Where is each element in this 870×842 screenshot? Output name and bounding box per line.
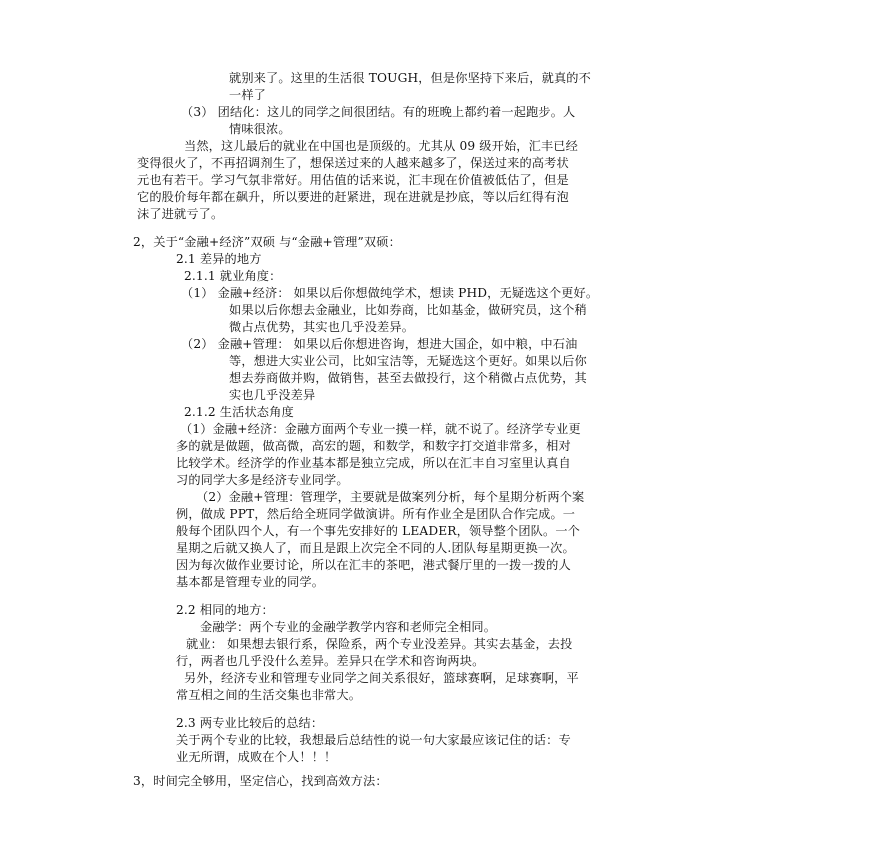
text-line: 等，想进大实业公司，比如宝洁等，无疑选这个更好。如果以后你 (229, 354, 587, 368)
text-line: 般每个团队四个人，有一个事先安排好的 LEADER，领导整个团队。一个 (176, 524, 581, 538)
text-line: 比较学术。经济学的作业基本都是独立完成，所以在汇丰自习室里认真自 (176, 456, 571, 470)
text-line: 常互相之间的生活交集也非常大。 (176, 688, 362, 702)
text-line: 变得很火了，不再招调剂生了，想保送过来的人越来越多了，保送过来的高考状 (137, 156, 569, 170)
text-line: 例，做成 PPT，然后给全班同学做演讲。所有作业全是团队合作完成。一 (176, 507, 576, 521)
text-line: 金融学：两个专业的金融学教学内容和老师完全相同。 (200, 620, 497, 634)
text-line: 沫了进就亏了。 (137, 207, 224, 221)
text-line: 如果以后你想去金融业，比如券商，比如基金，做研究员，这个稍 (229, 303, 587, 317)
subsection-heading: 2.3 两专业比较后的总结： (176, 716, 324, 730)
text-line: 关于两个专业的比较，我想最后总结性的说一句大家最应该记住的话：专 (176, 733, 571, 747)
text-line: （1）金融+经济：金融方面两个专业一摸一样，就不说了。经济学专业更 (180, 422, 581, 436)
subsection-heading: 2.1.2 生活状态角度 (184, 405, 294, 419)
text-line: 一样了 (229, 88, 267, 102)
text-line: 想去券商做并购，做销售，甚至去做投行，这个稍微占点优势，其 (229, 371, 587, 385)
text-line: （1） 金融+经济： 如果以后你想做纯学术，想读 PHD，无疑选这个更好。 (181, 286, 599, 300)
text-line: 多的就是做题，做高微，高宏的题，和数学，和数字打交道非常多，相对 (176, 439, 571, 453)
text-line: 因为每次做作业要讨论，所以在汇丰的茶吧，港式餐厅里的一拨一拨的人 (176, 558, 571, 572)
text-line: 就别来了。这里的生活很 TOUGH，但是你坚持下来后，就真的不 (229, 71, 591, 85)
text-line: 就业： 如果想去银行系，保险系，两个专业没差异。其实去基金，去投 (186, 637, 573, 651)
text-line: （2） 金融+管理： 如果以后你想进咨询，想进大国企，如中粮，中石油 (181, 337, 578, 351)
text-line: 星期之后就又换人了，而且是跟上次完全不同的人.团队每星期更换一次。 (176, 541, 575, 555)
text-line: 当然，这儿最后的就业在中国也是顶级的。尤其从 09 级开始，汇丰已经 (184, 139, 578, 153)
text-line: 微占点优势，其实也几乎没差异。 (229, 320, 415, 334)
subsection-heading: 2.2 相同的地方： (176, 603, 274, 617)
text-line: 基本都是管理专业的同学。 (176, 575, 325, 589)
section-heading: 3，时间完全够用，坚定信心，找到高效方法： (133, 774, 388, 788)
subsection-heading: 2.1 差异的地方 (176, 252, 262, 266)
text-line: 实也几乎没差异 (229, 388, 316, 402)
text-line: 另外，经济专业和管理专业同学之间关系很好，篮球赛啊，足球赛啊，平 (184, 671, 579, 685)
text-line: 情味很浓。 (229, 122, 291, 136)
text-line: （3） 团结化：这儿的同学之间很团结。有的班晚上都约着一起跑步。人 (181, 105, 576, 119)
text-line: 行，两者也几乎没什么差异。差异只在学术和咨询两块。 (176, 654, 485, 668)
text-line: （2）金融+管理：管理学，主要就是做案列分析，每个星期分析两个案 (196, 490, 585, 504)
section-heading: 2，关于“金融+经济”双硕 与“金融+管理”双硕： (133, 235, 401, 249)
text-line: 业无所谓，成败在个人！！！ (176, 750, 337, 764)
text-line: 习的同学大多是经济专业同学。 (176, 473, 349, 487)
text-line: 元也有若干。学习气氛非常好。用估值的话来说，汇丰现在价值被低估了，但是 (137, 173, 569, 187)
text-line: 它的股价每年都在飙升，所以要进的赶紧进，现在进就是抄底，等以后红得有泡 (137, 190, 569, 204)
subsection-heading: 2.1.1 就业角度： (184, 269, 282, 283)
